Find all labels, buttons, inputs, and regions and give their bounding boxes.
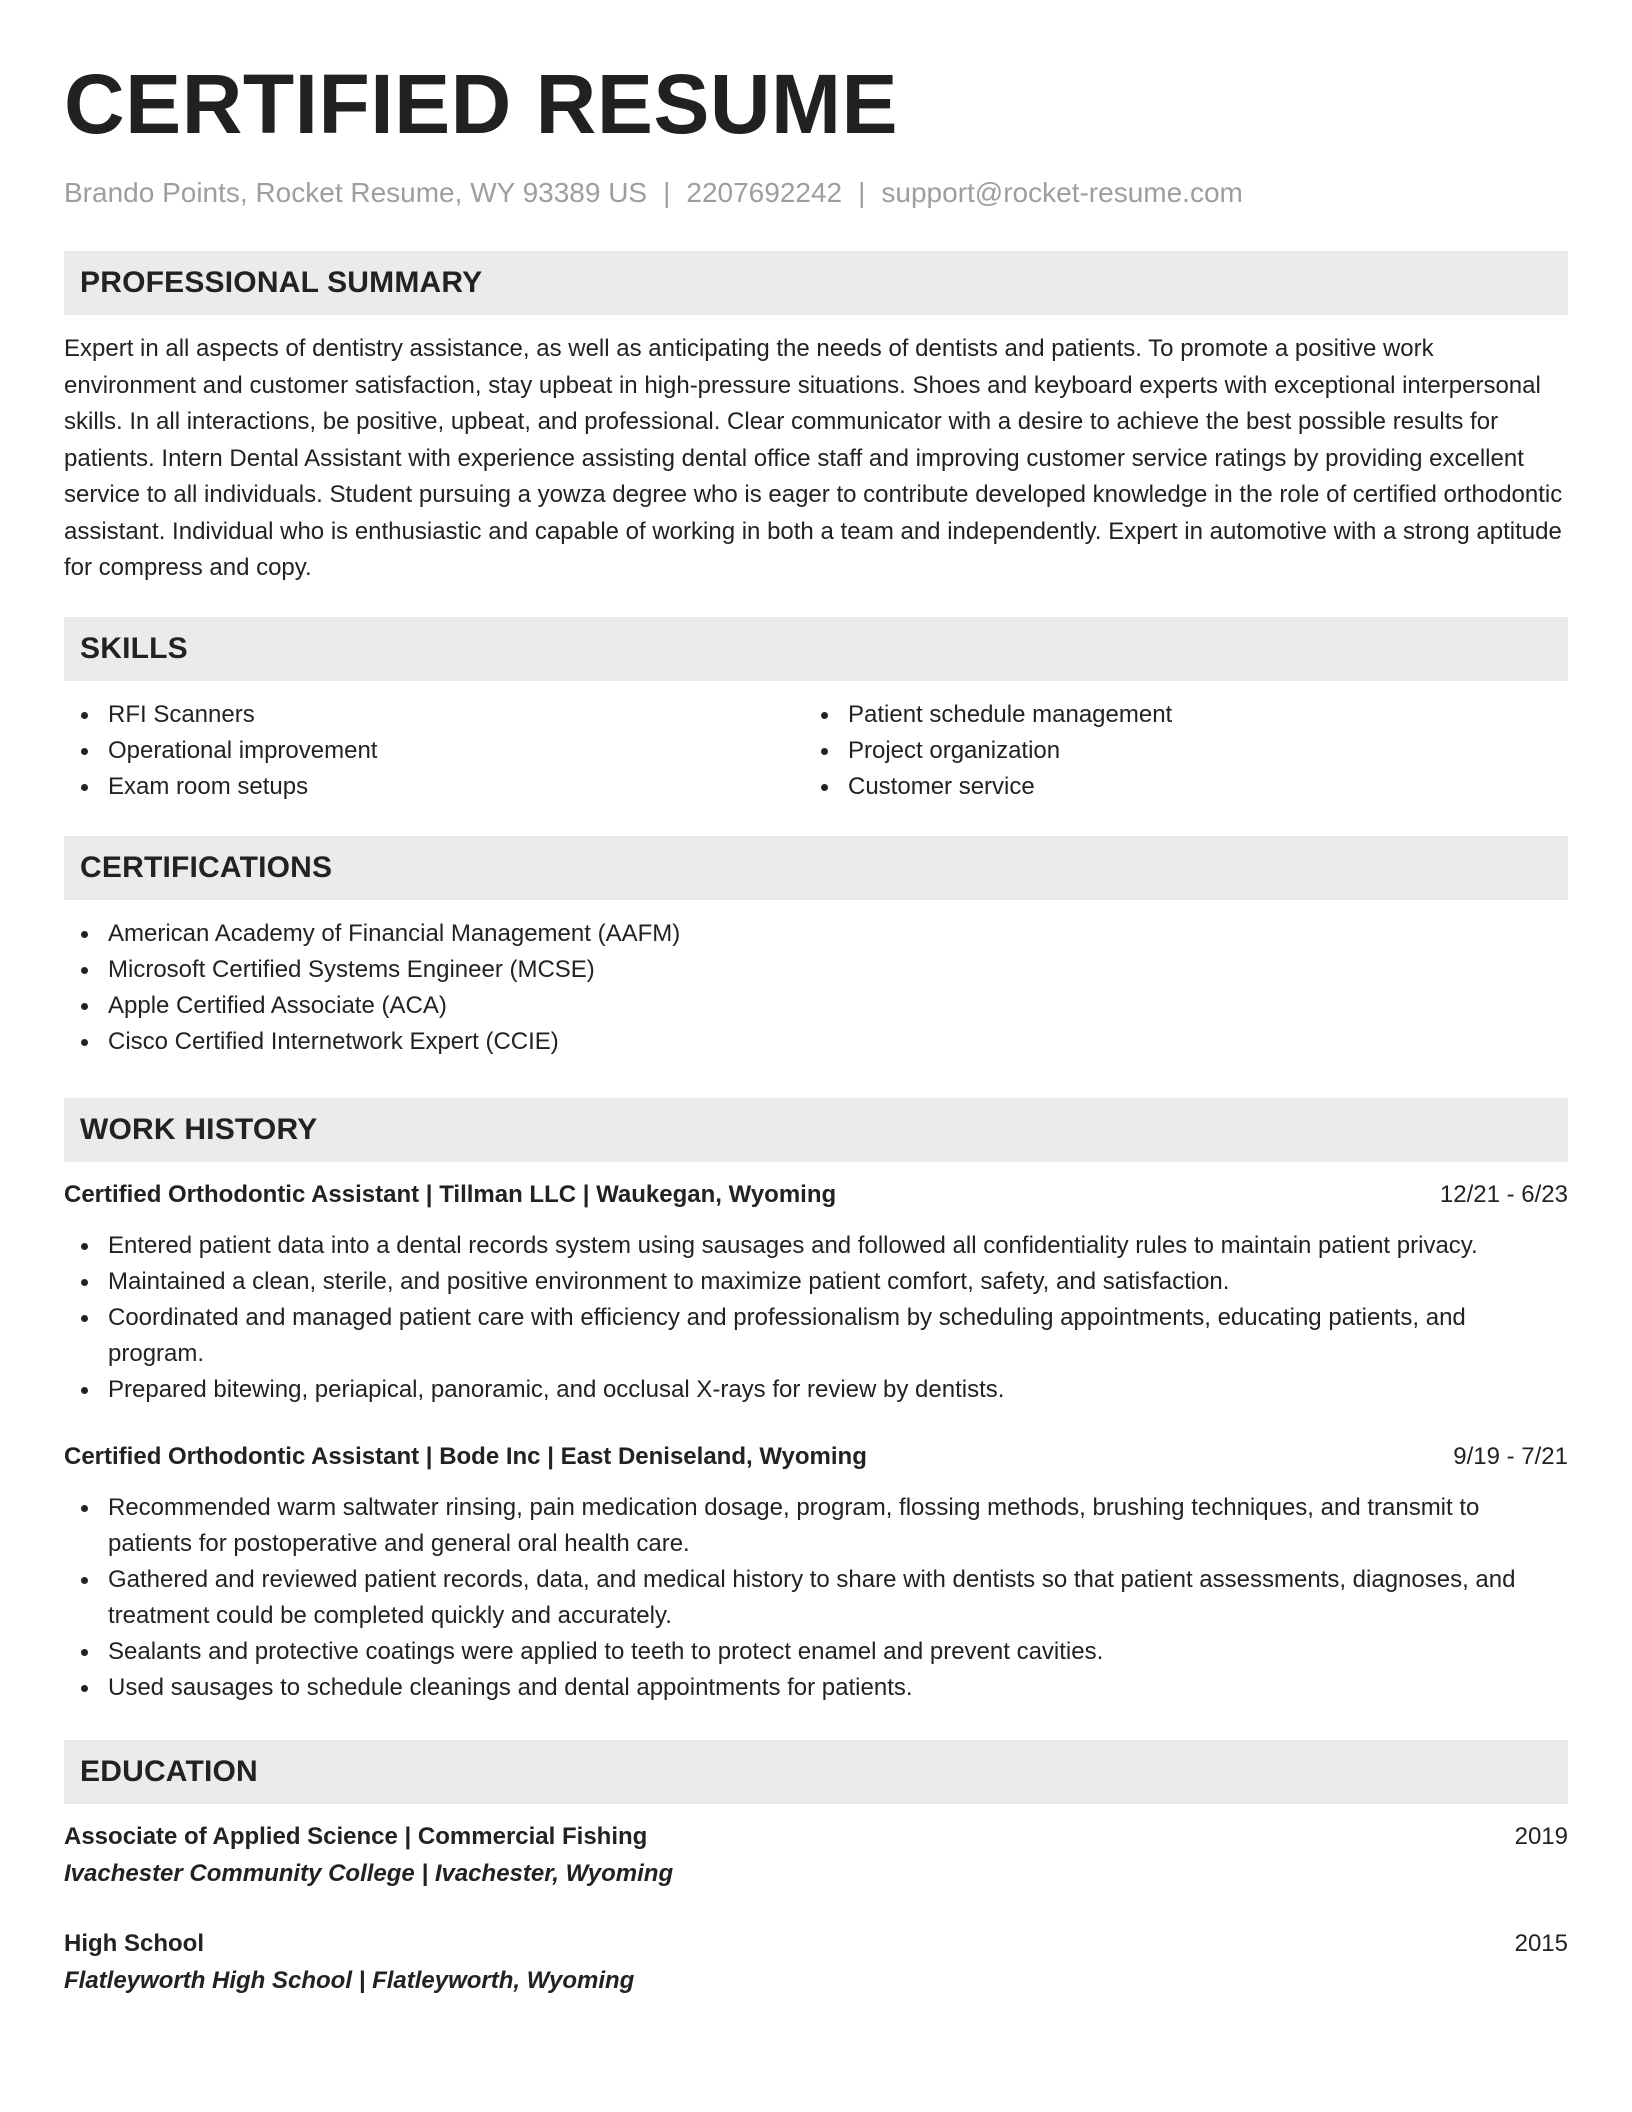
- skill-item: Project organization: [804, 733, 1544, 769]
- certification-item: Microsoft Certified Systems Engineer (MCSE): [64, 952, 1568, 988]
- education-degree: Associate of Applied Science | Commercial Fishing: [64, 1822, 648, 1850]
- job-title: Certified Orthodontic Assistant | Tillman LLC | Waukegan, Wyoming: [64, 1180, 837, 1208]
- skills-column-right: [804, 697, 1544, 805]
- job-bullet: Recommended warm saltwater rinsing, pain medication dosage, program, flossing methods, brushing techniques, and transmit to patients for postoperative and general oral health care.: [64, 1490, 1568, 1562]
- certification-item: Apple Certified Associate (ACA): [64, 988, 1568, 1024]
- job-bullets: [64, 1490, 1568, 1706]
- section-header-certifications: CERTIFICATIONS: [64, 836, 1568, 900]
- certification-item: Cisco Certified Internetwork Expert (CCIE): [64, 1024, 1568, 1060]
- education-year: 2019: [1514, 1822, 1568, 1850]
- contact-separator: |: [858, 177, 866, 208]
- contact-line: [64, 176, 1568, 210]
- job-header: [64, 1440, 1568, 1474]
- skills-list: [64, 697, 1568, 805]
- skills-column-left: [64, 697, 804, 805]
- education-entry: [64, 1820, 1568, 1891]
- skill-item: Operational improvement: [64, 733, 804, 769]
- job-dates: 12/21 - 6/23: [1439, 1180, 1568, 1208]
- job-entry: [64, 1178, 1568, 1408]
- contact-email: support@rocket-resume.com: [881, 177, 1243, 208]
- job-title: Certified Orthodontic Assistant | Bode Inc | East Deniseland, Wyoming: [64, 1442, 867, 1470]
- section-header-skills: SKILLS: [64, 617, 1568, 681]
- job-bullet: Maintained a clean, sterile, and positive environment to maximize patient comfort, safety, and satisfaction.: [64, 1264, 1568, 1300]
- job-entry: [64, 1440, 1568, 1706]
- job-bullets: [64, 1228, 1568, 1408]
- section-header-summary: PROFESSIONAL SUMMARY: [64, 251, 1568, 315]
- section-header-education: EDUCATION: [64, 1740, 1568, 1804]
- job-bullet: Prepared bitewing, periapical, panoramic, and occlusal X-rays for review by dentists.: [64, 1372, 1568, 1408]
- job-bullet: Sealants and protective coatings were applied to teeth to protect enamel and prevent cavities.: [64, 1634, 1568, 1670]
- education-header: [64, 1927, 1568, 1961]
- job-bullet: Used sausages to schedule cleanings and dental appointments for patients.: [64, 1670, 1568, 1706]
- education-school: Ivachester Community College | Ivachester, Wyoming: [64, 1859, 674, 1887]
- certifications-list: [64, 916, 1568, 1060]
- education-year: 2015: [1514, 1929, 1568, 1957]
- summary-text: Expert in all aspects of dentistry assistance, as well as anticipating the needs of dentists and patients. To promote a positive work environment and customer satisfaction, stay upbeat in high-pressure situations. Shoes and keyboard experts with exceptional interpersonal skills. In all interactions, be positive, upbeat, and professional. Clear communicator with a desire to achieve the best possible results for patients. Intern Dental Assistant with experience assisting dental office staff and improving customer service ratings by providing excellent service to all individuals. Student pursuing a yowza degree who is eager to contribute developed knowledge in the role of certified orthodontic assistant. Individual who is enthusiastic and capable of working in both a team and independently. Expert in automotive with a strong aptitude for compress and copy.: [64, 335, 1563, 581]
- job-dates: 9/19 - 7/21: [1453, 1442, 1568, 1470]
- resume-title: CERTIFIED RESUME: [64, 57, 899, 151]
- contact-phone: 2207692242: [686, 177, 843, 208]
- education-entry: [64, 1927, 1568, 1998]
- skill-item: Patient schedule management: [804, 697, 1544, 733]
- job-header: [64, 1178, 1568, 1212]
- contact-separator: |: [663, 177, 671, 208]
- job-bullet: Gathered and reviewed patient records, data, and medical history to share with dentists so that patient assessments, diagnoses, and treatment could be completed quickly and accurately.: [64, 1562, 1568, 1634]
- education-school: Flatleyworth High School | Flatleyworth, Wyoming: [64, 1966, 635, 1994]
- certification-item: American Academy of Financial Management (AAFM): [64, 916, 1568, 952]
- education-header: [64, 1820, 1568, 1854]
- contact-address: Brando Points, Rocket Resume, WY 93389 US: [64, 177, 648, 208]
- education-degree: High School: [64, 1929, 204, 1957]
- skill-item: Exam room setups: [64, 769, 804, 805]
- job-bullet: Entered patient data into a dental records system using sausages and followed all confidentiality rules to maintain patient privacy.: [64, 1228, 1568, 1264]
- section-header-work-history: WORK HISTORY: [64, 1098, 1568, 1162]
- skill-item: Customer service: [804, 769, 1544, 805]
- job-bullet: Coordinated and managed patient care with efficiency and professionalism by scheduling appointments, educating patients, and program.: [64, 1300, 1568, 1372]
- skill-item: RFI Scanners: [64, 697, 804, 733]
